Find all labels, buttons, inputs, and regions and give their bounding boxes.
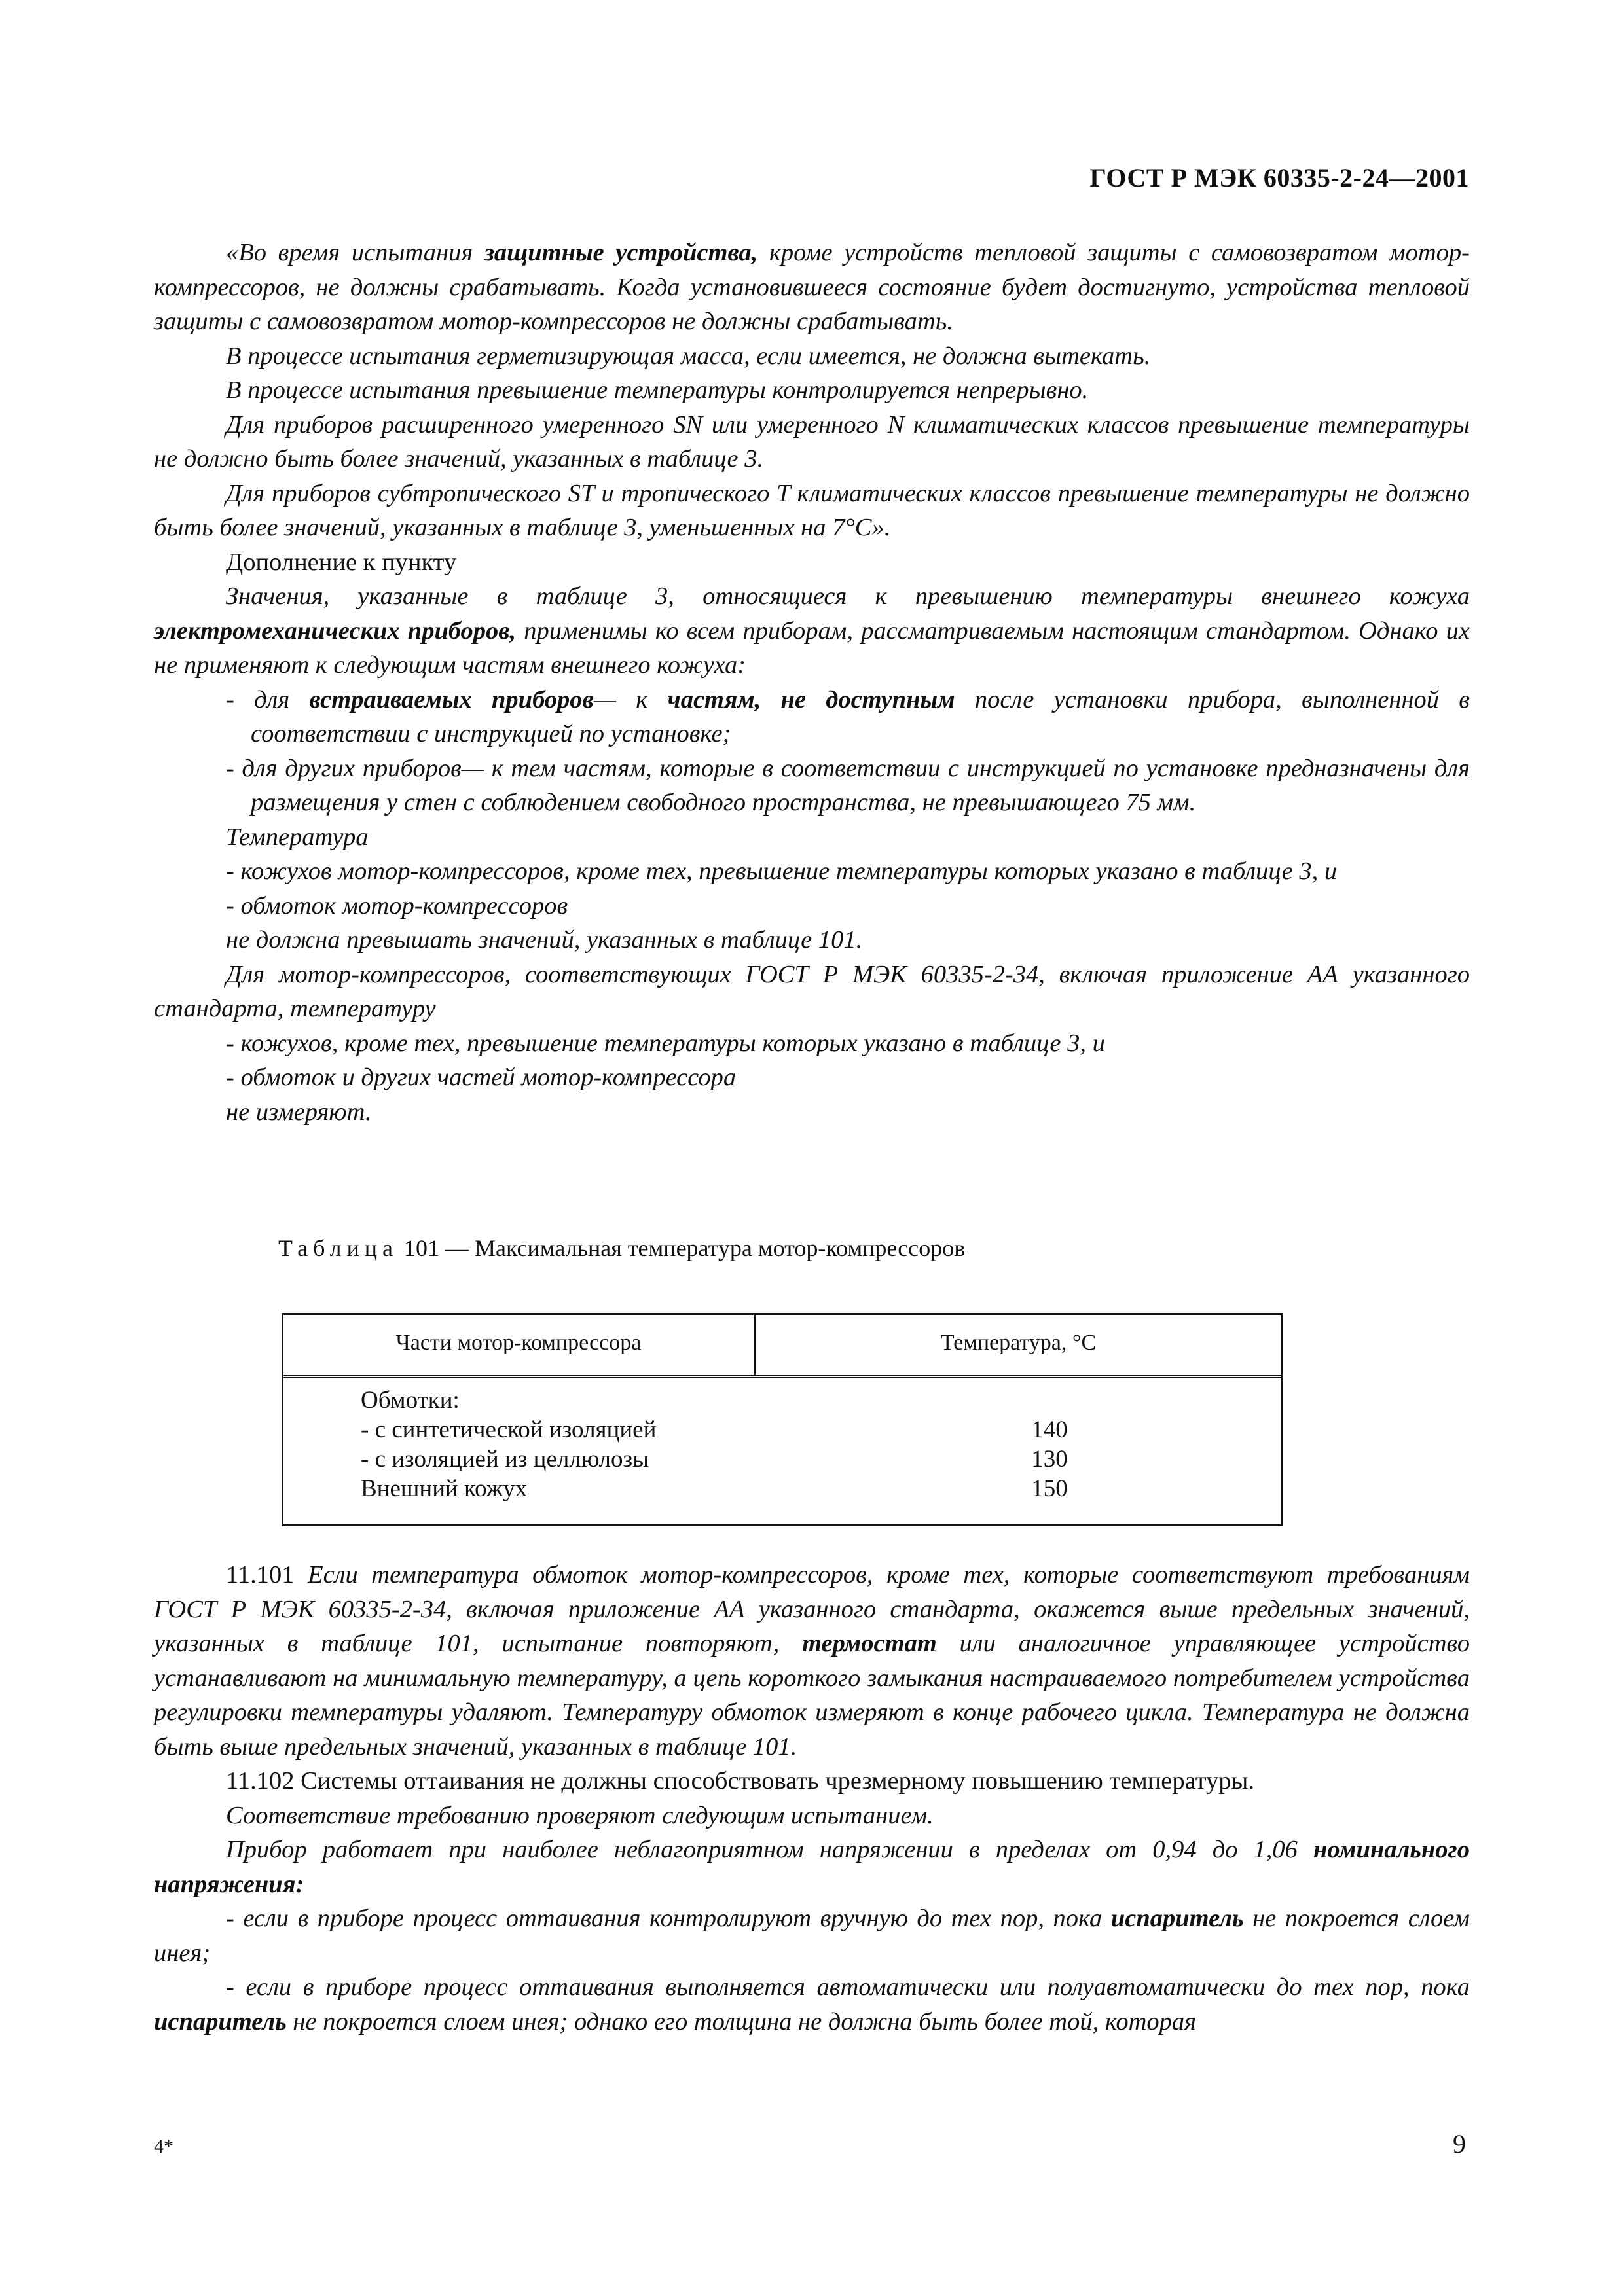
table-cell: 130 <box>1031 1446 1068 1473</box>
paragraph: 11.102 Системы оттаивания не должны способствовать чрезмерному повышению температуры. <box>226 1767 1255 1795</box>
paragraph: не должна превышать значений, указанных в таблице 101. <box>226 926 863 954</box>
paragraph: В процессе испытания превышение температуры контролируется непрерывно. <box>226 376 1089 404</box>
list-item: - для других приборов— к тем частям, которые в соответствии с инструкцией по установке предназначены для размещения у стен с соблюдением свободного пространства, не превышающего 75 мм. <box>226 754 1470 816</box>
paragraph: - если в приборе процесс оттаивания контролируют вручную до тех пор, пока испаритель не покроется слоем инея; <box>154 1905 1470 1967</box>
table-cell: 140 <box>1031 1416 1068 1443</box>
paragraph: Значения, указанные в таблице 3, относящиеся к превышению температуры внешнего кожуха электромеханических приборов, применимы ко всем приборам, рассматриваемым настоящим стандартом. Однако их не применяют к следующим частям внешнего кожуха: <box>154 583 1470 679</box>
body-text-lower <box>154 1558 1470 2039</box>
table-cell: 150 <box>1031 1475 1068 1502</box>
list-item: - кожухов мотор-компрессоров, кроме тех, превышение температуры которых указано в таблице 3, и <box>226 857 1338 885</box>
temperature-table <box>282 1313 1283 1526</box>
paragraph: не измеряют. <box>226 1098 372 1126</box>
paragraph: Для мотор-компрессоров, соответствующих ГОСТ Р МЭК 60335-2-34, включая приложение АА указанного стандарта, температуру <box>154 960 1470 1022</box>
document-header: ГОСТ Р МЭК 60335-2-24—2001 <box>1089 163 1469 192</box>
paragraph: - если в приборе процесс оттаивания выполняется автоматически или полуавтоматически до тех пор, пока испаритель не покроется слоем инея; однако его толщина не должна быть более той, которая <box>154 1973 1470 2036</box>
paragraph: Температура <box>226 823 369 851</box>
paragraph: Для приборов субтропического ST и тропического T климатических классов превышение температуры не должно быть более значений, указанных в таблице 3, уменьшенных на 7°С». <box>154 479 1470 541</box>
page-number: 9 <box>1453 2129 1466 2159</box>
table-header-cell-temperature: Температура, °С <box>940 1331 1097 1355</box>
paragraph: 11.101 Если температура обмоток мотор-компрессоров, кроме тех, которые соответствуют требованиям ГОСТ Р МЭК 60335-2-34, включая приложение АА указанного стандарта, окажется выше предельных значений, указанных в таблице 101, испытание повторяют, термостат или аналогичное управляющее устройство устанавливают на минимальную температуру, а цепь короткого замыкания настраиваемого потребителем устройства регулировки температуры удаляют. Температуру обмоток измеряют в конце рабочего цикла. Температура не должна быть выше предельных значений, указанных в таблице 101. <box>154 1561 1470 1761</box>
body-text <box>154 236 1470 1129</box>
table-caption: Таблица 101 — Максимальная температура мотор-компрессоров <box>278 1235 966 1261</box>
footer-sheet-mark: 4* <box>154 2136 173 2157</box>
paragraph: Для приборов расширенного умеренного SN или умеренного N климатических классов превышение температуры не должно быть более значений, указанных в таблице 3. <box>154 410 1470 473</box>
table-header <box>283 1315 1281 1378</box>
list-item: - обмоток и других частей мотор-компрессора <box>226 1064 737 1091</box>
list-item: - для встраиваемых приборов— к частям, не доступным после установки прибора, выполненной в соответствии с инструкцией по установке; <box>226 685 1470 747</box>
table-cell: - с синтетической изоляцией <box>361 1416 657 1443</box>
table-column-parts <box>361 1386 656 1503</box>
list-item: - обмоток мотор-компрессоров <box>226 891 568 920</box>
table-column-temperature <box>958 1415 1141 1503</box>
paragraph: Прибор работает при наиболее неблагоприятном напряжении в пределах от 0,94 до 1,06 номинального напряжения: <box>154 1836 1470 1898</box>
table-cell: - с изоляцией из целлюлозы <box>361 1446 649 1473</box>
table-header-cell-parts: Части мотор-компрессора <box>395 1331 642 1355</box>
paragraph: В процессе испытания герметизирующая масса, если имеется, не должна вытекать. <box>226 342 1151 370</box>
paragraph: Дополнение к пункту <box>226 548 457 576</box>
paragraph: «Во время испытания защитные устройства, кроме устройств тепловой защиты с самовозвратом мотор-компрессоров, не должны срабатывать. Когда установившееся состояние будет достигнуто, устройства тепловой защиты с самовозвратом мотор-компрессоров не должны срабатывать. <box>154 239 1470 335</box>
table-cell: Внешний кожух <box>361 1475 528 1502</box>
paragraph: Соответствие требованию проверяют следующим испытанием. <box>226 1801 934 1829</box>
table-cell: Обмотки: <box>361 1387 460 1414</box>
list-item: - кожухов, кроме тех, превышение температуры которых указано в таблице 3, и <box>226 1029 1105 1057</box>
